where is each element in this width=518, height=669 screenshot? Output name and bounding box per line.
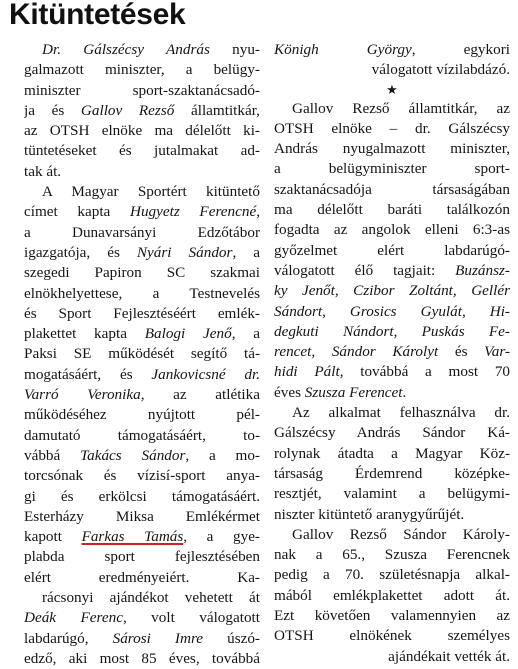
text-line — [24, 182, 260, 202]
text-line — [24, 649, 260, 669]
text-segment: . — [402, 383, 407, 401]
text-line — [24, 629, 260, 649]
text-line — [24, 527, 260, 547]
text-line — [274, 626, 510, 646]
text-segment: ajándékait vették át. — [388, 647, 510, 665]
text-segment: labdarúgó, — [24, 629, 113, 647]
text-segment: szaktanácsadója társaságában — [274, 180, 510, 198]
text-line — [274, 322, 510, 342]
text-line — [24, 141, 260, 161]
text-segment: igazgatója, és — [24, 243, 137, 261]
text-segment: vábbá — [24, 446, 81, 464]
text-segment: OTSH elnökének személyes — [274, 627, 510, 645]
text-segment: Gallov Rezső államtitkár, az — [292, 99, 510, 117]
text-line — [274, 342, 510, 362]
text-line — [274, 180, 510, 200]
section-separator-star — [274, 81, 510, 99]
text-segment: Esterházy Miksa Emlékérmet — [24, 507, 260, 525]
text-segment: A Magyar Sportért kitüntető — [42, 183, 260, 201]
text-segment: fogadta az angolok elleni 6:3-as — [274, 221, 510, 239]
text-line — [24, 284, 260, 304]
text-line — [274, 444, 510, 464]
text-segment: niszter kitüntető aranygyűrűjét. — [274, 505, 465, 523]
text-segment: , a — [232, 243, 260, 261]
person-name: Dr. Gálszécsy András — [42, 41, 210, 58]
text-line — [24, 60, 260, 80]
text-line — [24, 202, 260, 222]
text-line — [274, 281, 510, 301]
text-segment: , a — [231, 325, 260, 343]
text-line — [274, 383, 510, 403]
text-line — [24, 547, 260, 567]
text-line — [24, 162, 260, 182]
text-line — [274, 403, 510, 423]
text-segment: András nyugalmazott miniszter, — [274, 140, 510, 158]
text-line — [24, 426, 260, 446]
person-name: Takács Sándor — [80, 446, 186, 464]
text-segment: pedig a 70. születésnapja alkal- — [274, 566, 510, 584]
text-segment: , továbbá a most 70 — [339, 363, 510, 381]
text-segment: Paksi SE működését segítő tá- — [24, 345, 260, 363]
text-segment: válogatott élő tagjait: — [274, 261, 456, 279]
person-name: Var- — [484, 343, 510, 361]
text-segment: elért eredményeiért. Ka- — [24, 568, 260, 586]
text-line — [24, 304, 260, 324]
text-line — [24, 608, 260, 628]
text-segment: , volt válogatott — [122, 609, 260, 627]
left-column — [24, 40, 260, 669]
person-name: Varró Veronika — [24, 386, 141, 404]
text-line — [274, 200, 510, 220]
text-line — [274, 40, 510, 60]
text-segment: , az atlétika — [140, 386, 260, 404]
text-line — [274, 159, 510, 179]
person-name: Farkas Tamás — [81, 528, 184, 546]
text-line — [274, 261, 510, 281]
text-line — [274, 606, 510, 626]
text-line — [274, 565, 510, 585]
text-segment: plakettet kapta — [24, 325, 145, 343]
person-name: degkuti Nándort, Puskás Fe- — [274, 322, 510, 340]
text-line — [24, 324, 260, 344]
text-segment: működéséhez nyújtott pél- — [24, 406, 260, 424]
article-title: Kitüntetések — [9, 0, 186, 31]
text-line — [24, 446, 260, 466]
text-segment: az OTSH elnöke ma délelőtt ki- — [24, 122, 260, 140]
right-column — [274, 40, 510, 667]
text-line — [24, 40, 260, 60]
text-line — [24, 121, 260, 141]
text-segment: , a mo- — [185, 446, 260, 464]
text-line — [24, 263, 260, 283]
text-line — [274, 647, 510, 667]
text-line — [274, 220, 510, 240]
text-segment: elnökhelyettese, a Testnevelés — [24, 284, 260, 302]
text-segment: úszó- — [203, 629, 260, 647]
text-line — [274, 545, 510, 565]
text-line — [24, 243, 260, 263]
text-line — [274, 302, 510, 322]
person-name: rencet, Sándor Károlyt — [274, 343, 439, 361]
text-segment: , a gye- — [183, 528, 260, 546]
text-line — [24, 466, 260, 486]
person-name: Nyári Sándor — [136, 243, 233, 261]
text-line — [274, 525, 510, 545]
text-segment: a belügyminiszter sport- — [274, 160, 510, 178]
text-line — [274, 139, 510, 159]
person-name: hidi Pált — [274, 363, 340, 381]
text-segment: társaság Érdemrend középke- — [274, 464, 510, 482]
text-line — [24, 101, 260, 121]
text-segment: győzelmet elért labdarúgó- — [274, 241, 510, 259]
text-segment: és — [438, 343, 485, 361]
text-line — [24, 365, 260, 385]
person-name: Sárosi Imre — [112, 629, 204, 647]
person-name: Szusza Ferencet — [304, 383, 403, 401]
text-line — [274, 241, 510, 261]
text-line — [274, 484, 510, 504]
text-line — [24, 385, 260, 405]
text-segment: államtitkár, — [174, 101, 260, 119]
person-name: Balogi Jenő — [144, 325, 232, 343]
text-segment: damutató támogatásáért, to- — [24, 426, 260, 444]
text-segment: torcsónak és vízisí-sport anya- — [24, 467, 260, 485]
text-line — [274, 586, 510, 606]
text-line — [274, 99, 510, 119]
text-segment: nak a 65., Szusza Ferencnek — [274, 546, 510, 564]
text-segment: éves — [274, 383, 305, 401]
text-segment: rácsonyi ajándékot vehetett át — [42, 589, 260, 607]
text-line — [24, 344, 260, 364]
person-name: Hugyetz Ferencné — [129, 203, 257, 221]
text-segment: mából emlékplakettet adott át. — [274, 586, 510, 604]
text-segment: plabda sport fejlesztésében — [24, 548, 260, 566]
text-line — [274, 119, 510, 139]
text-segment: szegedi Papiron SC szakmai — [24, 264, 260, 282]
text-segment: címet kapta — [24, 203, 130, 221]
text-line — [274, 60, 510, 80]
person-name: Buzánsz- — [455, 261, 510, 279]
text-segment: a Dunavarsányi Edzőtábor — [24, 223, 260, 241]
text-segment: , — [256, 203, 260, 221]
text-line — [274, 505, 510, 525]
text-line — [24, 487, 260, 507]
text-segment: nyu- — [209, 41, 260, 58]
text-segment: Gallov Rezső Sándor Károly- — [292, 525, 510, 543]
text-line — [24, 81, 260, 101]
text-line — [24, 507, 260, 527]
person-name: Königh György — [274, 41, 412, 58]
text-segment: gi és erkölcsi támogatásáért. — [24, 487, 260, 505]
text-segment: és Sport Fejlesztéséért emlék- — [24, 304, 260, 322]
text-line — [274, 464, 510, 484]
text-segment: miniszter sport-szaktanácsadó- — [24, 81, 260, 99]
text-segment: mogatásáért, és — [24, 365, 152, 383]
text-line — [24, 568, 260, 588]
text-segment: tüntetéseket és jutalmakat ad- — [24, 142, 260, 160]
text-segment: resztjét, valamint a belügymi- — [274, 485, 510, 503]
text-segment: ma délelőtt baráti találkozón — [274, 201, 510, 219]
text-segment: Ezt követően valamennyien az — [274, 607, 510, 625]
text-line — [274, 362, 510, 382]
text-line — [274, 423, 510, 443]
person-name: Gallov Rezső — [80, 101, 175, 119]
text-segment: Az alkalmat felhasználva dr. — [292, 404, 510, 422]
text-segment: , egykori — [411, 41, 510, 58]
text-segment: Gálszécsy András Sándor Ká- — [274, 424, 510, 442]
text-segment: tak át. — [24, 162, 62, 180]
text-segment: galmazott miniszter, a belügy- — [24, 61, 260, 79]
text-line — [24, 588, 260, 608]
text-segment: válogatott vízilabdázó. — [371, 61, 510, 79]
text-segment: OTSH elnöke – dr. Gálszécsy — [274, 119, 510, 137]
text-line — [24, 223, 260, 243]
text-segment: rolynak átadta a Magyar Köz- — [274, 444, 510, 462]
person-name: Sándort, Grosics Gyulát, Hi- — [274, 302, 510, 320]
person-name: Jankovicsné dr. — [151, 365, 260, 383]
text-segment: kapott — [24, 528, 82, 546]
text-segment: ★ — [386, 81, 398, 97]
person-name: ky Jenőt, Czibor Zoltánt, Gellér — [274, 282, 510, 300]
text-segment: ja és — [24, 101, 81, 119]
text-segment: edző, aki most 85 éves, továbbá — [24, 649, 260, 667]
person-name: Deák Ferenc — [24, 609, 123, 627]
text-line — [24, 405, 260, 425]
